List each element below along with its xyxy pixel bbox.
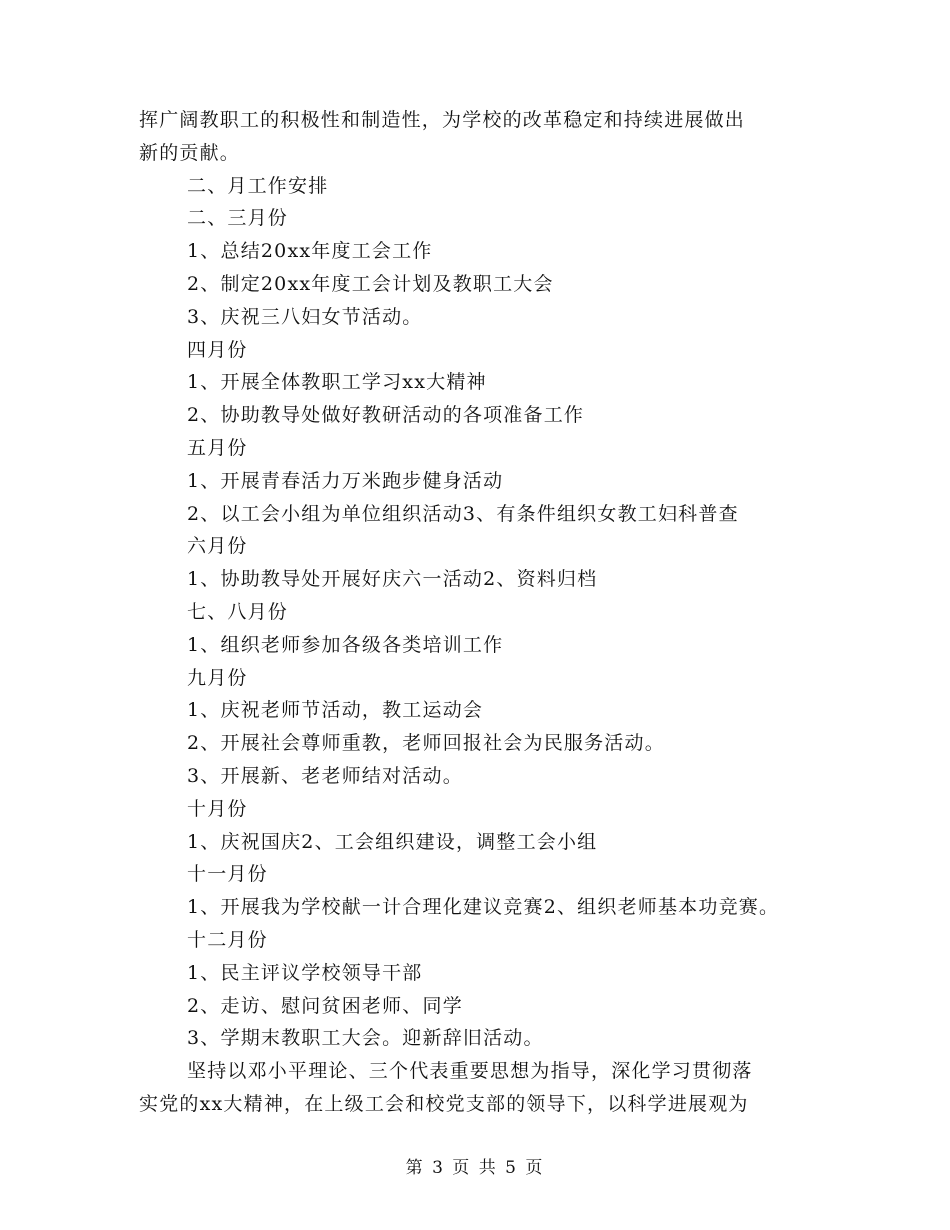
text-line: 1、开展我为学校献一计合理化建议竞赛2、组织老师基本功竞赛。 [187,896,780,919]
text-line: 1、民主评议学校领导干部 [187,961,423,984]
text-line: 挥广阔教职工的积极性和制造性，为学校的改革稳定和持续进展做出 [139,109,746,131]
text-line: 二、月工作安排 [187,174,329,197]
text-line: 1、开展青春活力万米跑步健身活动 [187,469,504,492]
text-line: 3、开展新、老老师结对活动。 [187,764,463,787]
text-line: 2、制定20xx年度工会计划及教职工大会 [187,272,554,295]
text-line: 坚持以邓小平理论、三个代表重要思想为指导，深化学习贯彻落 [187,1060,753,1083]
text-line: 新的贡献。 [139,141,241,164]
text-line: 1、协助教导处开展好庆六一活动2、资料归档 [187,568,598,591]
text-line: 1、开展全体教职工学习xx大精神 [187,371,487,394]
text-line: 2、开展社会尊师重教，老师回报社会为民服务活动。 [187,732,665,755]
text-line: 1、组织老师参加各级各类培训工作 [187,633,504,656]
text-line: 六月份 [187,535,248,558]
text-line: 十二月份 [187,928,268,951]
text-line: 2、以工会小组为单位组织活动3、有条件组织女教工妇科普查 [187,502,739,525]
text-line: 1、总结20xx年度工会工作 [187,240,433,263]
document-body [139,104,819,1121]
text-line: 3、学期末教职工大会。迎新辞旧活动。 [187,1027,544,1050]
text-line: 实党的xx大精神，在上级工会和校党支部的领导下，以科学进展观为 [139,1092,749,1115]
text-line: 四月份 [187,338,248,361]
text-line: 1、庆祝国庆2、工会组织建设，调整工会小组 [187,830,598,853]
text-line: 十月份 [187,797,248,820]
text-line: 2、协助教导处做好教研活动的各项准备工作 [187,404,585,427]
text-line: 1、庆祝老师节活动，教工运动会 [187,699,484,722]
text-line: 3、庆祝三八妇女节活动。 [187,305,423,328]
text-line: 二、三月份 [187,207,289,230]
text-line: 十一月份 [187,863,268,886]
page-footer: 第 3 页 共 5 页 [405,1158,545,1178]
text-line: 2、走访、慰问贫困老师、同学 [187,994,463,1017]
text-line: 九月份 [187,666,248,689]
text-line: 五月份 [187,436,248,459]
text-line: 七、八月份 [187,600,289,623]
